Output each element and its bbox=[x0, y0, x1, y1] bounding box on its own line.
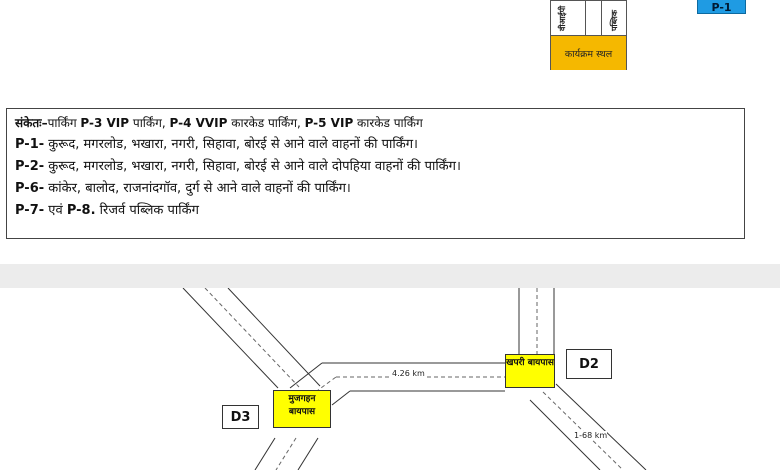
legend-text: कारकेड पार्किंग bbox=[353, 116, 423, 130]
legend-code: P-6- bbox=[15, 181, 45, 196]
legend-code: P-3 VIP bbox=[80, 116, 130, 130]
road-southwest bbox=[255, 438, 318, 470]
venue-entry-columns bbox=[551, 1, 626, 35]
zone-d2: D2 bbox=[566, 349, 612, 379]
distance-label-horizontal: 4.26 km bbox=[392, 369, 425, 378]
legend-row-p7-p8 bbox=[15, 200, 744, 222]
legend-text: रिजर्व पब्लिक पार्किंग bbox=[95, 203, 199, 218]
legend-code: P-2- bbox=[15, 159, 45, 174]
route-map bbox=[0, 288, 780, 470]
legend-text: कारकेड पार्किंग, bbox=[227, 116, 305, 130]
legend-code: P-7- bbox=[15, 203, 45, 218]
distance-label-diagonal: 1-68 km bbox=[574, 431, 608, 440]
road-northwest bbox=[183, 288, 320, 388]
legend-prefix: संकेतः– bbox=[15, 116, 48, 130]
road-north bbox=[519, 288, 554, 356]
route-map-roads bbox=[0, 288, 780, 470]
legend-text: कुरूद, मगरलोड, भखारा, नगरी, सिहावा, बोरई से आने वाले दोपहिया वाहनों की पार्किंग। bbox=[44, 159, 461, 174]
road-southeast bbox=[530, 384, 646, 470]
legend-row-p1 bbox=[15, 134, 744, 156]
legend-code: P-1- bbox=[15, 137, 45, 152]
vip-column bbox=[551, 1, 586, 35]
venue-block bbox=[550, 0, 627, 70]
legend-box bbox=[6, 108, 745, 239]
legend-text: एवं bbox=[44, 203, 67, 218]
node-mujgahan-bypass: मुजगहन बायपास bbox=[273, 390, 331, 428]
legend-text: कांकेर, बालोद, राजनांदगॉव, दुर्ग से आने वाले वाहनों की पार्किंग। bbox=[44, 181, 351, 196]
legend-row-p6 bbox=[15, 178, 744, 200]
legend-text: पार्किंग, bbox=[129, 116, 170, 130]
legend-text: पार्किंग bbox=[47, 116, 81, 130]
legend-row-header bbox=[15, 114, 744, 134]
venue-label: कार्यक्रम स्थल bbox=[551, 35, 626, 70]
zone-d3: D3 bbox=[222, 405, 259, 429]
public-column bbox=[601, 1, 627, 35]
legend-code: P-4 VVIP bbox=[169, 116, 228, 130]
legend-row-p2 bbox=[15, 156, 744, 178]
legend-code: P-5 VIP bbox=[304, 116, 354, 130]
parking-badge-p1: P-1 bbox=[697, 0, 746, 14]
public-label: पब्लिक bbox=[610, 10, 619, 31]
legend-code: P-8. bbox=[66, 203, 96, 218]
section-divider bbox=[0, 264, 780, 288]
vip-label: वीआईपी bbox=[558, 5, 567, 31]
legend-text: कुरूद, मगरलोड, भखारा, नगरी, सिहावा, बोरई से आने वाले वाहनों की पार्किंग। bbox=[44, 137, 418, 152]
node-khapri-bypass: खपरी बायपास bbox=[505, 354, 555, 388]
